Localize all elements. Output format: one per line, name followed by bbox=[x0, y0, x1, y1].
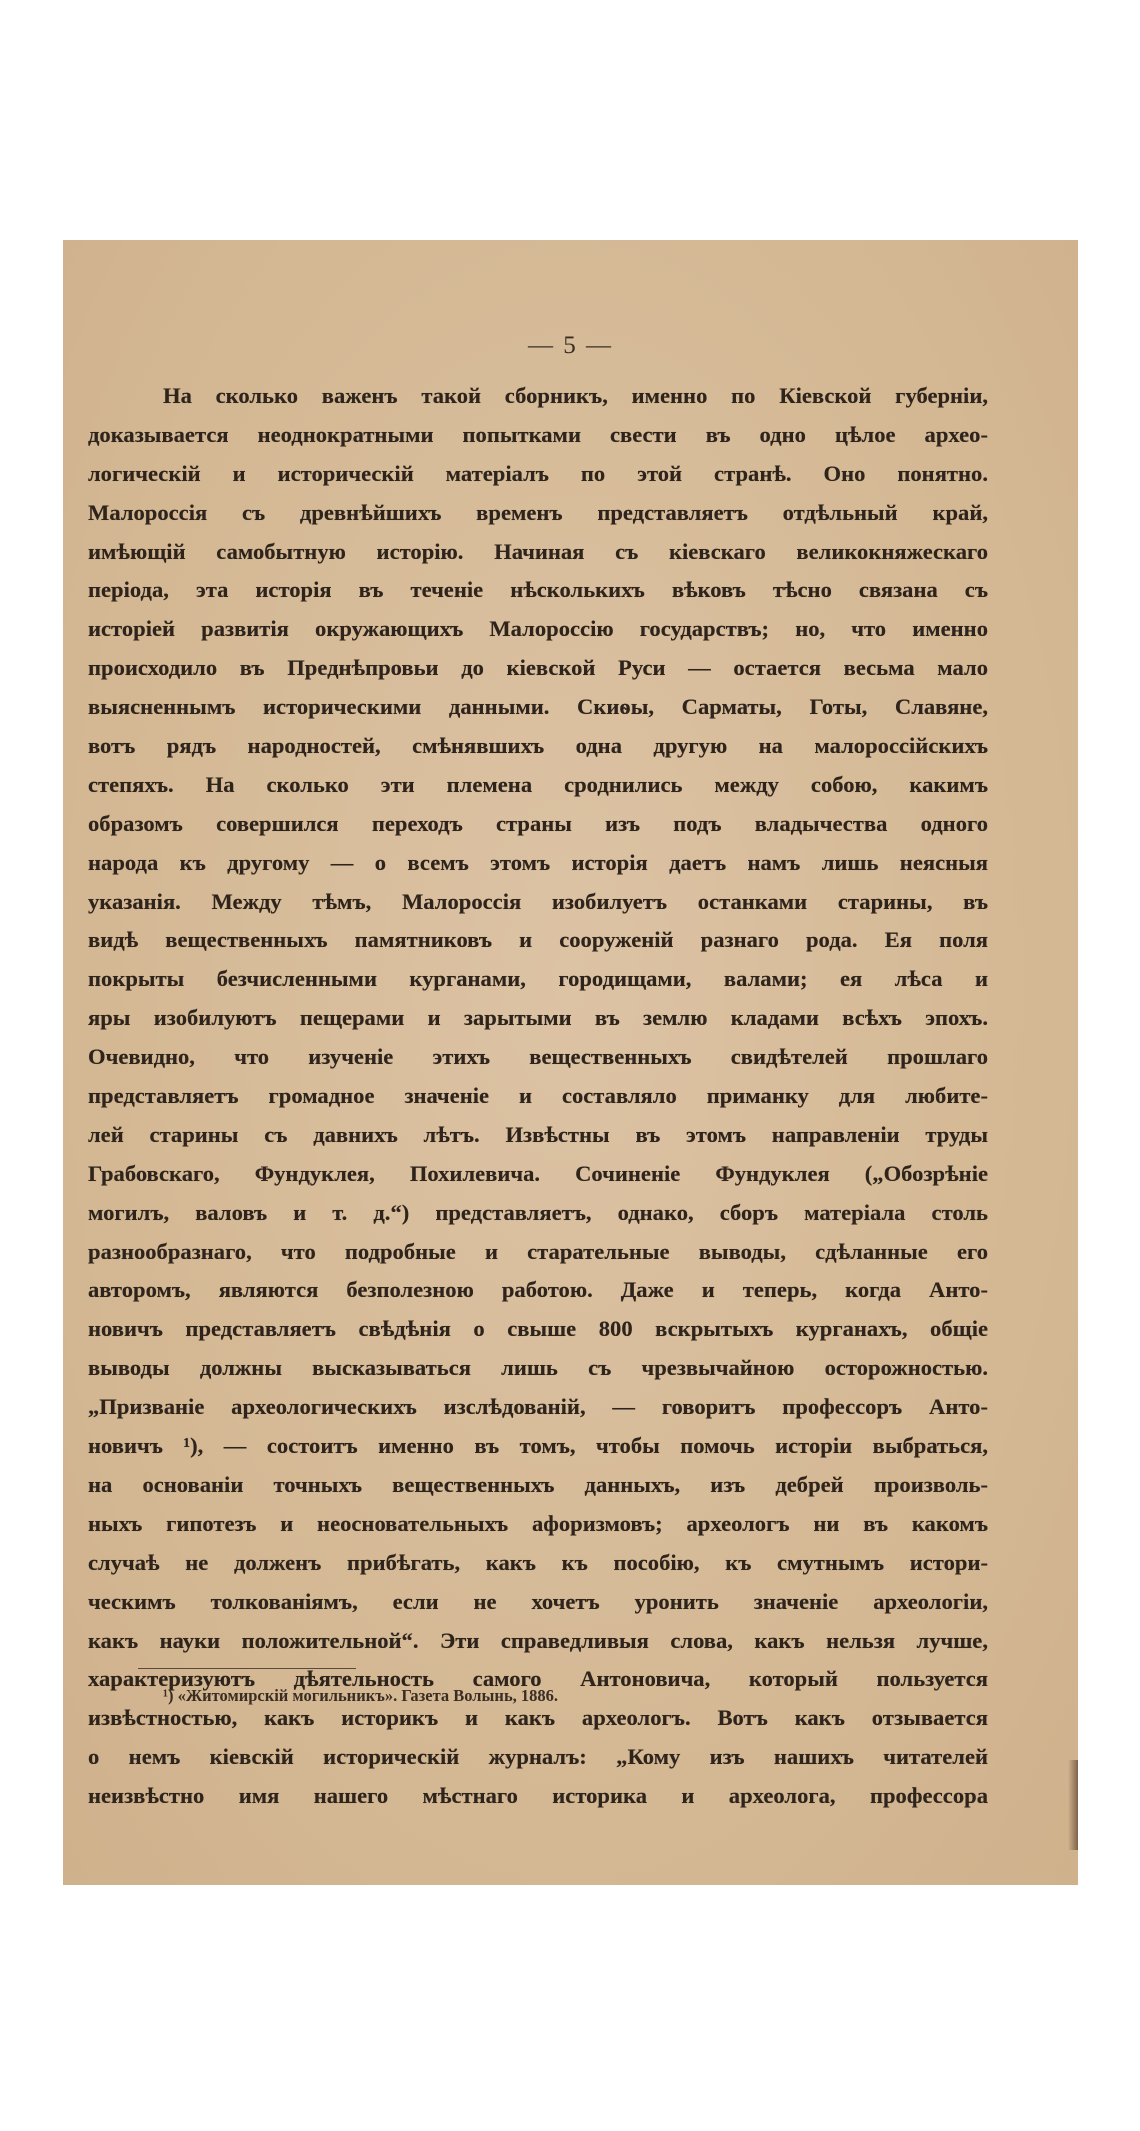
text-line: могилъ, валовъ и т. д.“) представляетъ, однако, сборъ матеріала столь bbox=[88, 1199, 988, 1225]
text-line: имѣющій самобытную исторію. Начиная съ кіевскаго великокняжескаго bbox=[88, 538, 988, 564]
text-line: „Призваніе археологическихъ изслѣдованій, — говоритъ профессоръ Анто- bbox=[88, 1394, 988, 1420]
text-line: народа къ другому — о всемъ этомъ исторія даетъ намъ лишь неясныя bbox=[88, 849, 988, 875]
text-line: о немъ кіевскій историческій журналъ: „Кому изъ нашихъ читателей bbox=[88, 1744, 988, 1770]
text-line: степяхъ. На сколько эти племена сроднились между собою, какимъ bbox=[88, 771, 988, 797]
text-line: логическій и историческій матеріалъ по этой странѣ. Оно понятно. bbox=[88, 460, 988, 486]
text-line: ческимъ толкованіямъ, если не хочетъ уронить значеніе археологіи, bbox=[88, 1588, 988, 1614]
text-line: представляетъ громадное значеніе и составляло приманку для любите- bbox=[88, 1083, 988, 1109]
text-line: На сколько важенъ такой сборникъ, именно по Кіевской губерніи, bbox=[163, 383, 988, 408]
text-line: разнообразнаго, что подробные и старательные выводы, сдѣланные его bbox=[88, 1238, 988, 1264]
text-line: на основаніи точныхъ вещественныхъ данныхъ, изъ дебрей произволь- bbox=[88, 1471, 988, 1497]
text-line: яры изобилуютъ пещерами и зарытыми въ землю кладами всѣхъ эпохъ. bbox=[88, 1005, 988, 1031]
page-number: — 5 — bbox=[528, 332, 613, 359]
text-line: Грабовскаго, Фундуклея, Похилевича. Сочиненіе Фундуклея („Обозрѣніе bbox=[88, 1160, 988, 1186]
text-line: покрыты безчисленными курганами, городищами, валами; ея лѣса и bbox=[88, 966, 988, 992]
text-line: случаѣ не долженъ прибѣгать, какъ къ пособію, къ смутнымъ истори- bbox=[88, 1549, 988, 1575]
book-page bbox=[63, 240, 1078, 1885]
text-line: Очевидно, что изученіе этихъ вещественныхъ свидѣтелей прошлаго bbox=[88, 1044, 988, 1070]
text-line: происходило въ Преднѣпровьи до кіевской Руси — остается весьма мало bbox=[88, 655, 988, 681]
text-line: новичъ представляетъ свѣдѣнія о свыше 800 вскрытыхъ курганахъ, общіе bbox=[88, 1316, 988, 1342]
footnote-divider bbox=[138, 1668, 356, 1669]
text-line: доказывается неоднократными попытками свести въ одно цѣлое архео- bbox=[88, 421, 988, 447]
text-line: авторомъ, являются безполезною работою. Даже и теперь, когда Анто- bbox=[88, 1277, 988, 1303]
text-line: вотъ рядъ народностей, смѣнявшихъ одна другую на малороссійскихъ bbox=[88, 733, 988, 759]
text-line: неизвѣстно имя нашего мѣстнаго историка и археолога, профессора bbox=[88, 1783, 988, 1809]
text-line: видѣ вещественныхъ памятниковъ и сооруженій разнаго рода. Ея поля bbox=[88, 927, 988, 953]
footnote: ¹) «Житомирскій могильникъ». Газета Волынь, 1886. bbox=[163, 1686, 559, 1705]
text-line: исторіей развитія окружающихъ Малороссію государствъ; но, что именно bbox=[88, 616, 988, 642]
text-line: періода, эта исторія въ теченіе нѣсколькихъ вѣковъ тѣсно связана съ bbox=[88, 577, 988, 603]
text-line: выясненнымъ историческими данными. Скиѳы, Сарматы, Готы, Славяне, bbox=[88, 694, 988, 720]
text-line: выводы должны высказываться лишь съ чрезвычайною осторожностью. bbox=[88, 1355, 988, 1381]
text-line: ныхъ гипотезъ и неосновательныхъ афоризмовъ; археологъ ни въ какомъ bbox=[88, 1510, 988, 1536]
text-line: характеризуютъ дѣятельность самого Антоновича, который пользуется bbox=[88, 1666, 988, 1692]
text-line: образомъ совершился переходъ страны изъ подъ владычества одного bbox=[88, 810, 988, 836]
text-line: Малороссія съ древнѣйшихъ временъ представляетъ отдѣльный край, bbox=[88, 499, 988, 525]
text-line: какъ науки положительной“. Эти справедливыя слова, какъ нельзя лучше, bbox=[88, 1627, 988, 1653]
body-text bbox=[88, 377, 988, 1816]
text-line: новичъ ¹), — состоитъ именно въ томъ, чтобы помочь исторіи выбраться, bbox=[88, 1433, 988, 1459]
text-line: лей старины съ давнихъ лѣтъ. Извѣстны въ этомъ направленіи труды bbox=[88, 1121, 988, 1147]
page-edge-shadow bbox=[1068, 1760, 1078, 1850]
text-line: указанія. Между тѣмъ, Малороссія изобилуетъ останками старины, въ bbox=[88, 888, 988, 914]
text-line: извѣстностью, какъ историкъ и какъ археологъ. Вотъ какъ отзывается bbox=[88, 1705, 988, 1731]
